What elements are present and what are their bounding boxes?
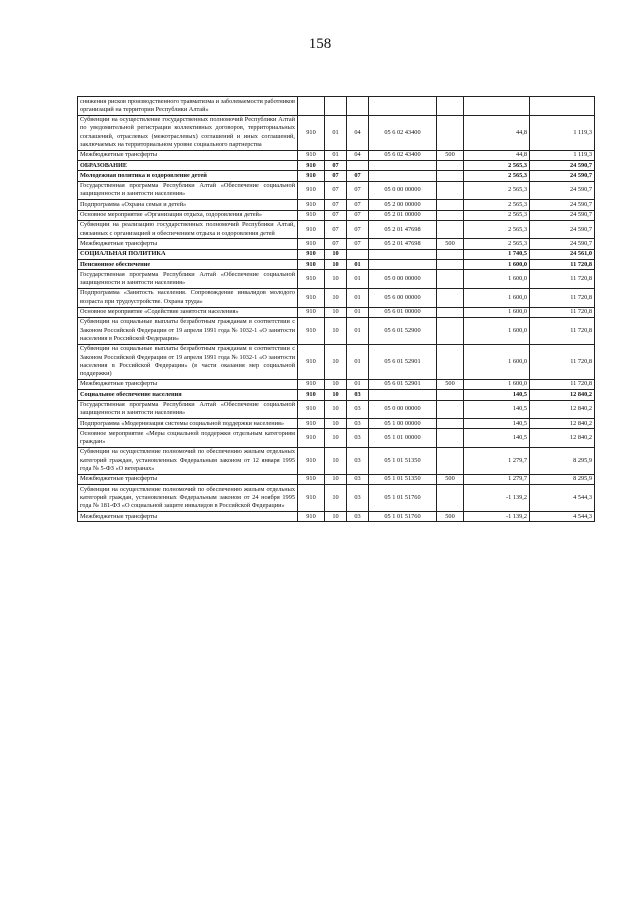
- section-code-cell: 10: [325, 260, 347, 270]
- expense-type-cell: [437, 115, 464, 150]
- amount-change-cell: 1 600,0: [464, 317, 530, 344]
- expense-type-cell: [437, 400, 464, 419]
- amount-total-cell: 24 590,7: [530, 239, 595, 249]
- amount-change-cell: 2 565,3: [464, 200, 530, 210]
- expense-type-cell: [437, 220, 464, 239]
- section-code-cell: 10: [325, 390, 347, 400]
- table-row: [78, 288, 595, 307]
- table-row: [78, 239, 595, 249]
- table-row: [78, 419, 595, 429]
- ministry-code-cell: 910: [298, 220, 325, 239]
- ministry-code-cell: 910: [298, 150, 325, 160]
- amount-change-cell: -1 139,2: [464, 485, 530, 512]
- row-name-cell: снижения рисков производственного травматизма и заболеваемости работников организаций на территории Республики Алтай»: [78, 97, 298, 116]
- row-name-cell: Межбюджетные трансферты: [78, 512, 298, 522]
- amount-total-cell: 4 544,3: [530, 485, 595, 512]
- ministry-code-cell: 910: [298, 115, 325, 150]
- expense-type-cell: 500: [437, 512, 464, 522]
- ministry-code-cell: 910: [298, 400, 325, 419]
- table-row: [78, 400, 595, 419]
- amount-change-cell: 2 565,3: [464, 171, 530, 181]
- expense-type-cell: [437, 317, 464, 344]
- subsection-code-cell: 03: [347, 390, 369, 400]
- table-row: [78, 344, 595, 379]
- subsection-code-cell: [347, 161, 369, 171]
- amount-change-cell: 140,5: [464, 429, 530, 448]
- row-name-cell: ОБРАЗОВАНИЕ: [78, 161, 298, 171]
- target-article-cell: 05 1 01 51350: [369, 474, 437, 484]
- amount-total-cell: 11 720,8: [530, 317, 595, 344]
- amount-total-cell: 11 720,8: [530, 379, 595, 389]
- ministry-code-cell: 910: [298, 429, 325, 448]
- amount-total-cell: 12 840,2: [530, 400, 595, 419]
- amount-total-cell: [530, 97, 595, 116]
- table-row: [78, 161, 595, 171]
- amount-change-cell: 1 600,0: [464, 379, 530, 389]
- amount-change-cell: 140,5: [464, 419, 530, 429]
- table-row: [78, 512, 595, 522]
- table-row: [78, 220, 595, 239]
- table-row: [78, 150, 595, 160]
- section-code-cell: [325, 97, 347, 116]
- amount-total-cell: 8 295,9: [530, 447, 595, 474]
- expense-type-cell: 500: [437, 239, 464, 249]
- table-row: [78, 447, 595, 474]
- subsection-code-cell: 03: [347, 447, 369, 474]
- expense-type-cell: [437, 200, 464, 210]
- expense-type-cell: [437, 429, 464, 448]
- row-name-cell: Социальное обеспечение населения: [78, 390, 298, 400]
- amount-total-cell: 4 544,3: [530, 512, 595, 522]
- section-code-cell: 10: [325, 249, 347, 259]
- target-article-cell: 05 0 00 00000: [369, 270, 437, 289]
- ministry-code-cell: 910: [298, 181, 325, 200]
- subsection-code-cell: 01: [347, 307, 369, 317]
- ministry-code-cell: 910: [298, 419, 325, 429]
- subsection-code-cell: 03: [347, 400, 369, 419]
- section-code-cell: 10: [325, 344, 347, 379]
- target-article-cell: 05 6 02 43400: [369, 150, 437, 160]
- expense-type-cell: [437, 171, 464, 181]
- subsection-code-cell: 01: [347, 288, 369, 307]
- ministry-code-cell: 910: [298, 270, 325, 289]
- target-article-cell: 05 6 02 43400: [369, 115, 437, 150]
- section-code-cell: 07: [325, 200, 347, 210]
- section-code-cell: 10: [325, 485, 347, 512]
- section-code-cell: 01: [325, 150, 347, 160]
- expense-type-cell: 500: [437, 474, 464, 484]
- section-code-cell: 10: [325, 400, 347, 419]
- amount-total-cell: 12 840,2: [530, 419, 595, 429]
- amount-total-cell: 1 119,3: [530, 150, 595, 160]
- subsection-code-cell: 03: [347, 512, 369, 522]
- section-code-cell: 10: [325, 379, 347, 389]
- table-row: [78, 260, 595, 270]
- expense-type-cell: [437, 390, 464, 400]
- target-article-cell: 05 2 01 47698: [369, 239, 437, 249]
- amount-total-cell: 24 590,7: [530, 181, 595, 200]
- target-article-cell: 05 6 01 52901: [369, 379, 437, 389]
- ministry-code-cell: 910: [298, 485, 325, 512]
- row-name-cell: Государственная программа Республики Алтай «Обеспечение социальной защищенности и занятости населения»: [78, 270, 298, 289]
- target-article-cell: 05 2 01 47698: [369, 220, 437, 239]
- ministry-code-cell: 910: [298, 317, 325, 344]
- section-code-cell: 10: [325, 288, 347, 307]
- table-body: [78, 97, 595, 522]
- section-code-cell: 10: [325, 270, 347, 289]
- ministry-code-cell: 910: [298, 512, 325, 522]
- expense-type-cell: [437, 181, 464, 200]
- subsection-code-cell: 03: [347, 474, 369, 484]
- row-name-cell: Субвенции на социальные выплаты безработным гражданам в соответствии с Законом Российской Федерации от 19 апреля 1991 года № 1032-1 «О занятости населения в Российской Федерации» (в части оказания мер социальной поддержки): [78, 344, 298, 379]
- amount-total-cell: 1 119,3: [530, 115, 595, 150]
- subsection-code-cell: [347, 97, 369, 116]
- table-row: [78, 485, 595, 512]
- ministry-code-cell: 910: [298, 447, 325, 474]
- target-article-cell: [369, 249, 437, 259]
- ministry-code-cell: 910: [298, 260, 325, 270]
- amount-change-cell: 140,5: [464, 400, 530, 419]
- amount-total-cell: 11 720,8: [530, 260, 595, 270]
- section-code-cell: 10: [325, 317, 347, 344]
- subsection-code-cell: 01: [347, 260, 369, 270]
- amount-change-cell: 2 565,3: [464, 239, 530, 249]
- row-name-cell: Подпрограмма «Модернизация системы социальной поддержки населения»: [78, 419, 298, 429]
- expense-type-cell: [437, 344, 464, 379]
- section-code-cell: 07: [325, 161, 347, 171]
- amount-change-cell: 1 600,0: [464, 307, 530, 317]
- row-name-cell: Субвенции на осуществление полномочий по обеспечению жильем отдельных категорий граждан, установленных Федеральным законом от 24 ноября 1995 года № 181-ФЗ «О социальной защите инвалидов в Российской Федерации»: [78, 485, 298, 512]
- target-article-cell: 05 0 00 00000: [369, 181, 437, 200]
- target-article-cell: 05 6 01 52901: [369, 344, 437, 379]
- row-name-cell: Основное мероприятие «Меры социальной поддержки отдельным категориям граждан»: [78, 429, 298, 448]
- target-article-cell: 05 6 01 52900: [369, 317, 437, 344]
- amount-total-cell: 24 590,7: [530, 171, 595, 181]
- ministry-code-cell: 910: [298, 171, 325, 181]
- ministry-code-cell: 910: [298, 379, 325, 389]
- ministry-code-cell: 910: [298, 288, 325, 307]
- table-row: [78, 270, 595, 289]
- ministry-code-cell: 910: [298, 200, 325, 210]
- table-row: [78, 379, 595, 389]
- section-code-cell: 10: [325, 447, 347, 474]
- expense-type-cell: [437, 447, 464, 474]
- target-article-cell: 05 2 00 00000: [369, 200, 437, 210]
- expense-type-cell: [437, 288, 464, 307]
- ministry-code-cell: 910: [298, 210, 325, 220]
- amount-total-cell: 24 590,7: [530, 161, 595, 171]
- target-article-cell: 05 1 01 51350: [369, 447, 437, 474]
- section-code-cell: 10: [325, 474, 347, 484]
- table-row: [78, 249, 595, 259]
- amount-change-cell: -1 139,2: [464, 512, 530, 522]
- table-row: [78, 210, 595, 220]
- row-name-cell: Межбюджетные трансферты: [78, 150, 298, 160]
- target-article-cell: [369, 171, 437, 181]
- target-article-cell: 05 0 00 00000: [369, 400, 437, 419]
- ministry-code-cell: [298, 97, 325, 116]
- section-code-cell: 10: [325, 512, 347, 522]
- subsection-code-cell: 07: [347, 210, 369, 220]
- subsection-code-cell: 01: [347, 317, 369, 344]
- table-row: [78, 429, 595, 448]
- section-code-cell: 01: [325, 115, 347, 150]
- amount-change-cell: 1 600,0: [464, 260, 530, 270]
- expense-type-cell: [437, 419, 464, 429]
- amount-total-cell: 24 561,0: [530, 249, 595, 259]
- amount-total-cell: 24 590,7: [530, 210, 595, 220]
- expense-type-cell: 500: [437, 379, 464, 389]
- amount-total-cell: 11 720,8: [530, 344, 595, 379]
- subsection-code-cell: 07: [347, 200, 369, 210]
- table-row: [78, 317, 595, 344]
- table-row: [78, 200, 595, 210]
- expense-type-cell: [437, 97, 464, 116]
- row-name-cell: СОЦИАЛЬНАЯ ПОЛИТИКА: [78, 249, 298, 259]
- target-article-cell: 05 1 01 00000: [369, 429, 437, 448]
- subsection-code-cell: 07: [347, 220, 369, 239]
- expense-type-cell: [437, 249, 464, 259]
- amount-total-cell: 11 720,8: [530, 270, 595, 289]
- section-code-cell: 07: [325, 239, 347, 249]
- ministry-code-cell: 910: [298, 390, 325, 400]
- ministry-code-cell: 910: [298, 239, 325, 249]
- subsection-code-cell: 07: [347, 239, 369, 249]
- target-article-cell: [369, 161, 437, 171]
- subsection-code-cell: 01: [347, 270, 369, 289]
- target-article-cell: 05 6 01 00000: [369, 307, 437, 317]
- subsection-code-cell: [347, 249, 369, 259]
- amount-change-cell: 2 565,3: [464, 181, 530, 200]
- subsection-code-cell: 07: [347, 171, 369, 181]
- expense-type-cell: [437, 307, 464, 317]
- amount-change-cell: 1 740,5: [464, 249, 530, 259]
- row-name-cell: Основное мероприятие «Организация отдыха, оздоровления детей»: [78, 210, 298, 220]
- subsection-code-cell: 01: [347, 379, 369, 389]
- amount-change-cell: 2 565,3: [464, 161, 530, 171]
- page-number: 158: [308, 36, 332, 52]
- row-name-cell: Межбюджетные трансферты: [78, 474, 298, 484]
- amount-change-cell: 2 565,3: [464, 210, 530, 220]
- ministry-code-cell: 910: [298, 474, 325, 484]
- row-name-cell: Молодежная политика и оздоровление детей: [78, 171, 298, 181]
- row-name-cell: Субвенции на реализацию государственных полномочий Республики Алтай, связанных с организацией и обеспечением отдыха и оздоровления детей: [78, 220, 298, 239]
- row-name-cell: Субвенции на осуществление полномочий по обеспечению жильем отдельных категорий граждан, установленных Федеральным законом от 12 января 1995 года № 5-ФЗ «О ветеранах»: [78, 447, 298, 474]
- expense-type-cell: [437, 210, 464, 220]
- subsection-code-cell: 04: [347, 150, 369, 160]
- amount-total-cell: 12 840,2: [530, 429, 595, 448]
- target-article-cell: [369, 260, 437, 270]
- row-name-cell: Государственная программа Республики Алтай «Обеспечение социальной защищенности и занятости населения»: [78, 400, 298, 419]
- amount-total-cell: 8 295,9: [530, 474, 595, 484]
- ministry-code-cell: 910: [298, 307, 325, 317]
- target-article-cell: 05 1 01 51760: [369, 485, 437, 512]
- table-row: [78, 181, 595, 200]
- row-name-cell: Государственная программа Республики Алтай «Обеспечение социальной защищенности и занятости населения»: [78, 181, 298, 200]
- target-article-cell: 05 1 00 00000: [369, 419, 437, 429]
- amount-change-cell: 1 600,0: [464, 270, 530, 289]
- amount-total-cell: 12 840,2: [530, 390, 595, 400]
- amount-change-cell: 2 565,3: [464, 220, 530, 239]
- section-code-cell: 07: [325, 220, 347, 239]
- table-row: [78, 97, 595, 116]
- row-name-cell: Подпрограмма «Охрана семьи и детей»: [78, 200, 298, 210]
- row-name-cell: Субвенции на социальные выплаты безработным гражданам в соответствии с Законом Российской Федерации от 19 апреля 1991 года № 1032-1 «О занятости населения в Российской Федерации»: [78, 317, 298, 344]
- amount-change-cell: 1 600,0: [464, 288, 530, 307]
- amount-total-cell: 11 720,8: [530, 307, 595, 317]
- expense-type-cell: [437, 161, 464, 171]
- table-row: [78, 474, 595, 484]
- row-name-cell: Основное мероприятие «Содействие занятости населения»: [78, 307, 298, 317]
- target-article-cell: 05 2 01 00000: [369, 210, 437, 220]
- row-name-cell: Субвенции на осуществление государственных полномочий Республики Алтай по уведомительной регистрации коллективных договоров, территориальных соглашений, отраслевых (межотраслевых) соглашений и иных соглашений, заключаемых на территориальном уровне социального партнерства: [78, 115, 298, 150]
- expense-type-cell: [437, 485, 464, 512]
- subsection-code-cell: 03: [347, 485, 369, 512]
- amount-change-cell: 1 600,0: [464, 344, 530, 379]
- amount-change-cell: 44,8: [464, 115, 530, 150]
- section-code-cell: 10: [325, 307, 347, 317]
- row-name-cell: Межбюджетные трансферты: [78, 379, 298, 389]
- row-name-cell: Пенсионное обеспечение: [78, 260, 298, 270]
- table-row: [78, 171, 595, 181]
- target-article-cell: [369, 97, 437, 116]
- subsection-code-cell: 04: [347, 115, 369, 150]
- amount-change-cell: 1 279,7: [464, 474, 530, 484]
- amount-total-cell: 11 720,8: [530, 288, 595, 307]
- section-code-cell: 10: [325, 419, 347, 429]
- amount-change-cell: [464, 97, 530, 116]
- section-code-cell: 07: [325, 210, 347, 220]
- table-row: [78, 390, 595, 400]
- amount-change-cell: 1 279,7: [464, 447, 530, 474]
- table-row: [78, 115, 595, 150]
- expense-type-cell: 500: [437, 150, 464, 160]
- expense-type-cell: [437, 260, 464, 270]
- section-code-cell: 07: [325, 181, 347, 200]
- subsection-code-cell: 03: [347, 429, 369, 448]
- subsection-code-cell: 07: [347, 181, 369, 200]
- target-article-cell: 05 6 00 00000: [369, 288, 437, 307]
- target-article-cell: [369, 390, 437, 400]
- table-row: [78, 307, 595, 317]
- section-code-cell: 10: [325, 429, 347, 448]
- subsection-code-cell: 01: [347, 344, 369, 379]
- amount-total-cell: 24 590,7: [530, 220, 595, 239]
- section-code-cell: 07: [325, 171, 347, 181]
- target-article-cell: 05 1 01 51760: [369, 512, 437, 522]
- amount-total-cell: 24 590,7: [530, 200, 595, 210]
- budget-table: [77, 96, 595, 522]
- row-name-cell: Межбюджетные трансферты: [78, 239, 298, 249]
- ministry-code-cell: 910: [298, 249, 325, 259]
- ministry-code-cell: 910: [298, 161, 325, 171]
- expense-type-cell: [437, 270, 464, 289]
- subsection-code-cell: 03: [347, 419, 369, 429]
- ministry-code-cell: 910: [298, 344, 325, 379]
- row-name-cell: Подпрограмма «Занятость населения. Сопровождение инвалидов молодого возраста при трудоустройстве. Охрана труда»: [78, 288, 298, 307]
- amount-change-cell: 140,5: [464, 390, 530, 400]
- amount-change-cell: 44,8: [464, 150, 530, 160]
